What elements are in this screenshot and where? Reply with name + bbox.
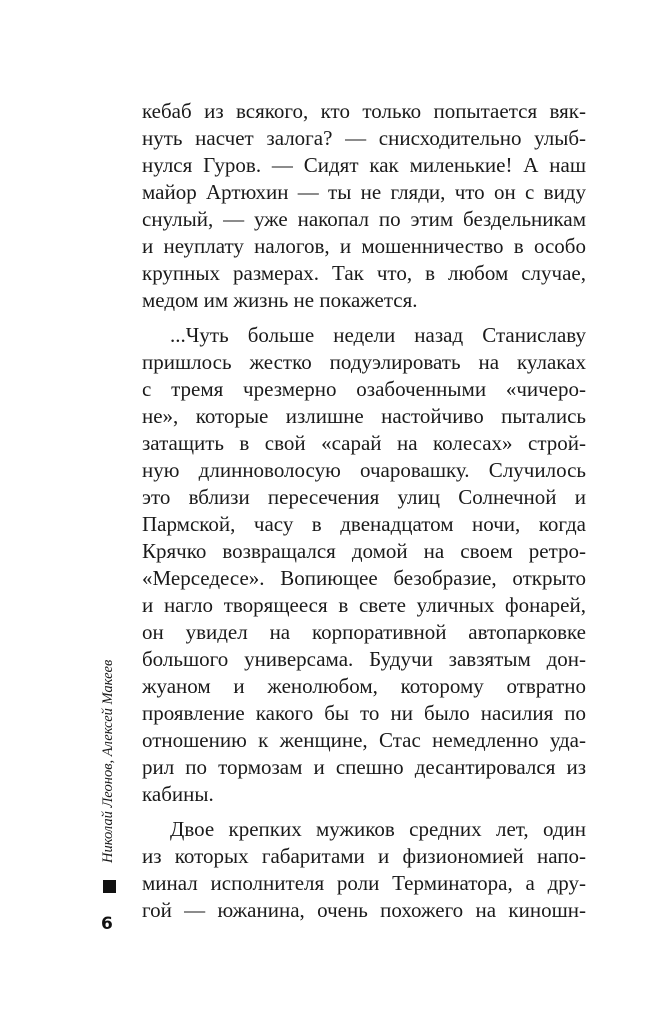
- text-line: из которых габаритами и физиономией напо-: [142, 844, 586, 868]
- paragraph-1: [142, 98, 586, 314]
- text-line: минал исполнителя роли Терминатора, а дру-: [142, 871, 586, 895]
- text-line: Двое крепких мужиков средних лет, один: [170, 817, 586, 841]
- text-line: кабины.: [142, 782, 214, 806]
- text-line: не», которые излишне настойчиво пытались: [142, 404, 586, 428]
- text-line: пришлось жестко подуэлировать на кулаках: [142, 350, 586, 374]
- text-line: рил по тормозам и спешно десантировался из: [142, 755, 586, 779]
- text-line: с тремя чрезмерно озабоченными «чичеро-: [142, 377, 586, 401]
- text-line: нуть насчет залога? — снисходительно улыб-: [142, 126, 586, 150]
- text-line: большого универсама. Будучи завзятым дон-: [142, 647, 586, 671]
- page-number: 6: [101, 914, 113, 934]
- text-line: он увидел на корпоративной автопарковке: [142, 620, 586, 644]
- text-line: и неуплату налогов, и мошенничество в особо: [142, 234, 586, 258]
- text-line: ную длинноволосую очаровашку. Случилось: [142, 458, 586, 482]
- text-line: нулся Гуров. — Сидят как миленькие! А наш: [142, 153, 586, 177]
- running-head-authors: Николай Леонов, Алексей Макеев: [100, 659, 116, 863]
- text-line: отношению к женщине, Стас немедленно уда-: [142, 728, 586, 752]
- text-line: жуаном и женолюбом, которому отвратно: [142, 674, 586, 698]
- paragraph-3: [142, 816, 586, 924]
- text-line: ...Чуть больше недели назад Станиславу: [170, 323, 586, 347]
- text-line: Крячко возвращался домой на своем ретро-: [142, 539, 586, 563]
- text-line: и нагло творящееся в свете уличных фонарей,: [142, 593, 586, 617]
- text-line: затащить в свой «сарай на колесах» строй-: [142, 431, 586, 455]
- text-line: снулый, — уже накопал по этим бездельникам: [142, 207, 586, 231]
- text-line: «Мерседесе». Вопиющее безобразие, открыто: [142, 566, 586, 590]
- text-line: это вблизи пересечения улиц Солнечной и: [142, 485, 586, 509]
- text-line: Пармской, часу в двенадцатом ночи, когда: [142, 512, 586, 536]
- text-line: майор Артюхин — ты не гляди, что он с виду: [142, 180, 586, 204]
- text-line: гой — южанина, очень похожего на киношн-: [142, 898, 586, 922]
- running-head-marker: [103, 880, 116, 893]
- paragraph-2: [142, 322, 586, 808]
- text-line: кебаб из всякого, кто только попытается вяк-: [142, 99, 586, 123]
- body-text: [142, 98, 586, 924]
- text-line: крупных размерах. Так что, в любом случае,: [142, 261, 586, 285]
- text-line: проявление какого бы то ни было насилия по: [142, 701, 586, 725]
- text-line: медом им жизнь не покажется.: [142, 288, 418, 312]
